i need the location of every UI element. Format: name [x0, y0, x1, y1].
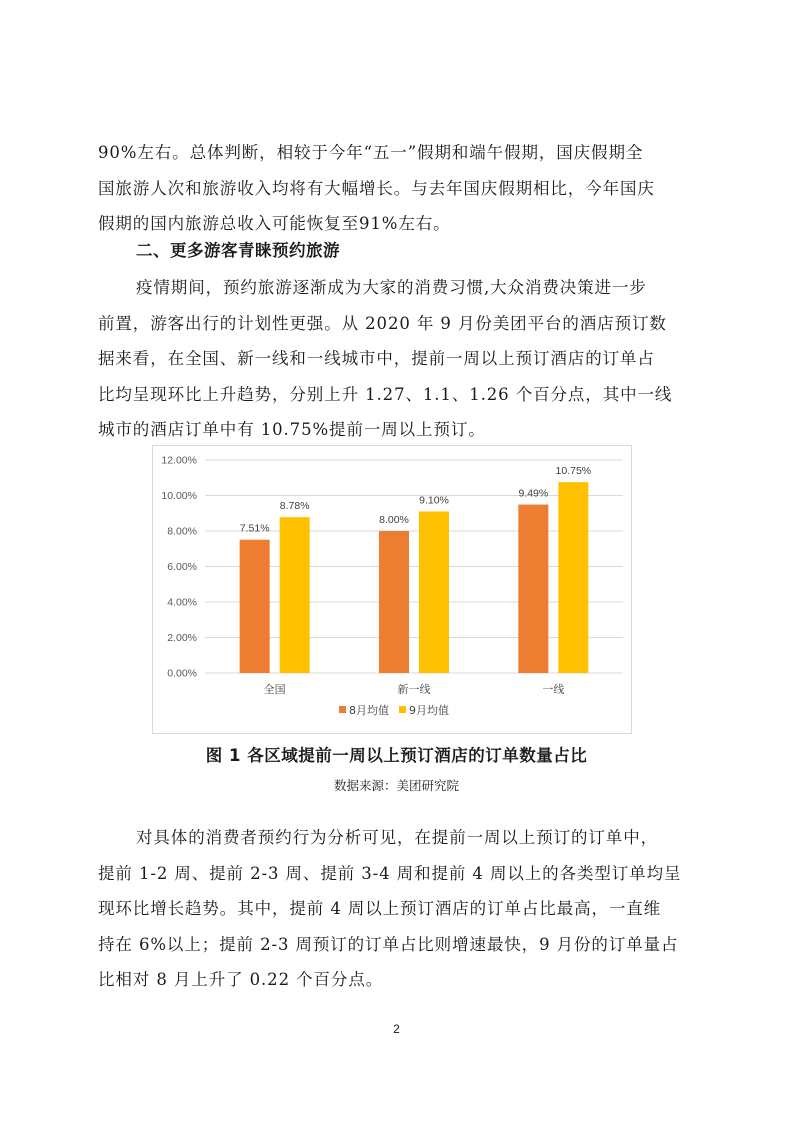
paragraph-line: 前置，游客出行的计划性更强。从 2020 年 9 月份美团平台的酒店预订数	[98, 313, 667, 333]
legend-label: 8月均值	[349, 704, 389, 717]
bar	[518, 505, 548, 673]
y-tick-label: 6.00%	[167, 561, 197, 573]
bar	[558, 482, 588, 673]
y-tick-label: 12.00%	[161, 454, 197, 467]
paragraph-line: 比相对 8 月上升了 0.22 个百分点。	[98, 970, 384, 989]
paragraph-line: 疫情期间，预约旅游逐渐成为大家的消费习惯,大众消费决策进一步	[136, 278, 647, 297]
paragraph-1	[98, 135, 698, 242]
paragraph-line: 城市的酒店订单中有 10.75%提前一周以上预订。	[98, 420, 486, 439]
y-tick-label: 4.00%	[167, 596, 197, 609]
data-label: 7.51%	[239, 522, 270, 535]
y-tick-label: 10.00%	[161, 490, 197, 502]
data-label: 10.75%	[555, 465, 592, 478]
bar	[379, 531, 409, 673]
figure-source: 数据来源：美团研究院	[333, 778, 459, 793]
y-tick-label: 0.00%	[167, 667, 197, 680]
page-number: 2	[393, 1022, 400, 1036]
section-heading: 二、更多游客青睐预约旅游	[136, 241, 340, 260]
legend-swatch	[339, 706, 346, 713]
bar	[280, 517, 310, 673]
y-tick-label: 2.00%	[167, 632, 197, 644]
legend-swatch	[399, 706, 406, 713]
chart-canvas	[153, 446, 631, 733]
x-tick-label: 一线	[542, 683, 565, 696]
paragraph-line: 假期的国内旅游总收入可能恢复至91%左右。	[98, 214, 451, 233]
bar	[240, 540, 270, 673]
paragraph-line: 90%左右。总体判断，相较于今年“五一”假期和端午假期，国庆假期全	[98, 143, 644, 162]
x-tick-label: 新一线	[397, 683, 431, 696]
paragraph-line: 据来看，在全国、新一线和一线城市中，提前一周以上预订酒店的订单占	[98, 349, 655, 368]
data-label: 9.10%	[419, 494, 449, 507]
data-label: 8.78%	[279, 500, 310, 513]
bar	[419, 511, 449, 673]
paragraph-line: 比均呈现环比上升趋势，分别上升 1.27、1.1、1.26 个百分点，其中一线	[98, 384, 673, 404]
paragraph-line: 国旅游人次和旅游收入均将有大幅增长。与去年国庆假期相比，今年国庆	[98, 178, 655, 198]
paragraph-line: 对具体的消费者预约行为分析可见，在提前一周以上预订的订单中，	[136, 828, 658, 847]
legend-label: 9月均值	[409, 704, 449, 717]
paragraph-line: 现环比增长趋势。其中，提前 4 周以上预订酒店的订单占比最高，一直维	[98, 899, 662, 918]
figure-caption: 图 1 各区域提前一周以上预订酒店的订单数量占比	[205, 746, 588, 765]
paragraph-2	[98, 270, 698, 448]
data-label: 9.49%	[518, 487, 549, 500]
y-tick-label: 8.00%	[167, 525, 197, 538]
bar-chart	[152, 445, 632, 734]
paragraph-line: 提前 1-2 周、提前 2-3 周、提前 3-4 周和提前 4 周以上的各类型订单均呈	[98, 863, 682, 883]
paragraph-3	[98, 820, 698, 998]
data-label: 8.00%	[379, 514, 409, 526]
paragraph-line: 持在 6%以上；提前 2-3 周预订的订单占比则增速最快，9 月份的订单量占	[98, 934, 679, 954]
x-tick-label: 全国	[263, 683, 286, 696]
